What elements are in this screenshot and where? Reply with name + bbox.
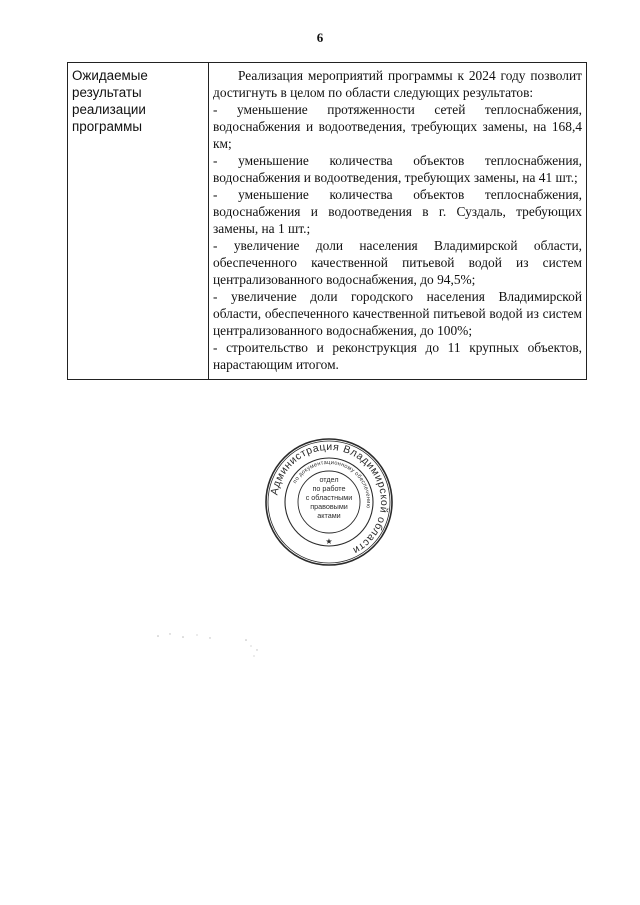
stamp-outer-text: Администрация Владимирской области (268, 440, 391, 557)
table-row (68, 63, 587, 380)
stamp-center-line: по работе (312, 484, 346, 493)
scan-specks (150, 628, 270, 668)
row-label-cell (68, 63, 209, 380)
stamp-center-line: с областными (305, 493, 353, 502)
result-item: - уменьшение количества объектов теплоснабжения, водоснабжения и водоотведения в г. Суздаль, требующих замены, на 1 шт.; (213, 187, 582, 236)
row-label-line: реализации (72, 102, 146, 117)
row-label-line: результаты (72, 85, 142, 100)
result-item: - уменьшение количества объектов теплоснабжения, водоснабжения и водоотведения, требующих замены, на 41 шт.; (213, 153, 582, 185)
result-item: - уменьшение протяженности сетей теплоснабжения, водоснабжения и водоотведения, требующих замены, на 168,4 км; (213, 102, 582, 151)
expected-results-table (67, 62, 587, 380)
stamp-center-line: отдел (319, 475, 339, 484)
row-label-line: Ожидаемые (72, 68, 148, 83)
results-intro: Реализация мероприятий программы к 2024 году позволит достигнуть в целом по области следующих результатов: (213, 68, 582, 100)
official-stamp (264, 437, 394, 567)
stamp-star-icon: ★ (325, 537, 333, 546)
stamp-icon (264, 437, 394, 567)
row-content-cell (209, 63, 587, 380)
result-item: - увеличение доли населения Владимирской области, обеспеченного качественной питьевой водой из систем централизованного водоснабжения, до 94,5%; (213, 238, 582, 287)
result-item: - строительство и реконструкция до 11 крупных объектов, нарастающим итогом. (213, 340, 582, 372)
result-item: - увеличение доли городского населения Владимирской области, обеспеченного качественной питьевой водой из систем централизованного водоснабжения, до 100%; (213, 289, 582, 338)
stamp-center-line: актами (317, 511, 341, 520)
row-label-line: программы (72, 119, 142, 134)
page-number: 6 (316, 30, 324, 45)
stamp-inner-text: по документационному обеспечению (292, 459, 372, 509)
stamp-center-line: правовыми (310, 502, 348, 511)
